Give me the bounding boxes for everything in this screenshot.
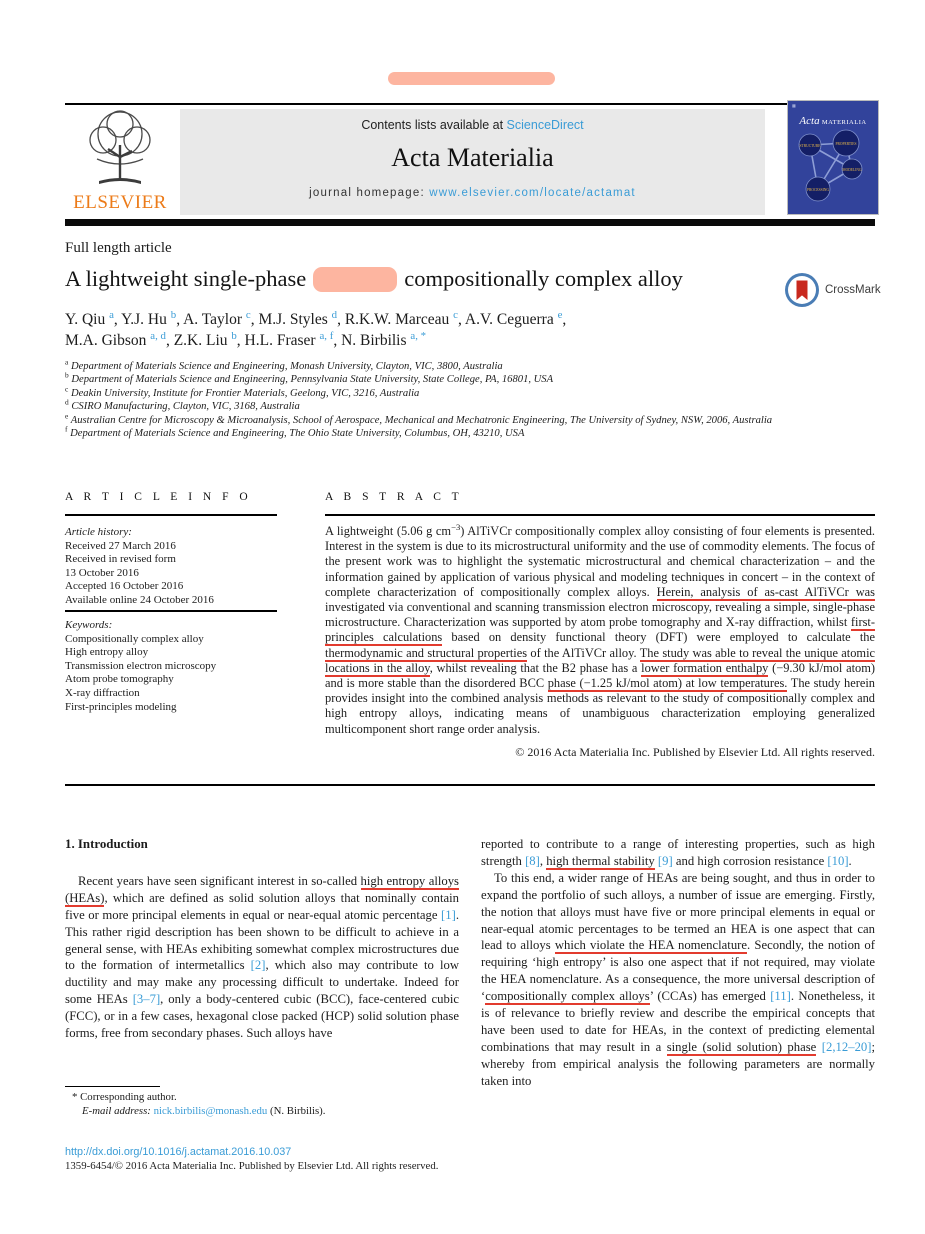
history-line: Received 27 March 2016	[65, 539, 176, 552]
homepage-prefix: journal homepage:	[309, 187, 430, 199]
author-affiliation-superscript[interactable]: a, d	[150, 329, 166, 342]
doi-link-line	[65, 1146, 291, 1158]
history-line: 13 October 2016	[65, 566, 139, 579]
citation-link[interactable]: [10]	[827, 853, 849, 868]
body-column-right	[481, 836, 875, 1090]
crossmark-label: CrossMark	[825, 284, 881, 296]
sciencedirect-link[interactable]: ScienceDirect	[506, 118, 584, 132]
citation-link[interactable]: [3–7]	[132, 992, 161, 1007]
cover-title-script: Acta	[799, 115, 820, 127]
article-title-pre: A lightweight single-phase	[65, 266, 307, 291]
body-column-left	[65, 836, 459, 1042]
article-type-label: Full length article	[65, 240, 172, 256]
cover-code: ▦	[792, 103, 796, 108]
article-info-header: A R T I C L E I N F O	[65, 491, 252, 503]
author-affiliation-superscript[interactable]: a	[109, 308, 114, 321]
journal-homepage-link[interactable]: www.elsevier.com/locate/actamat	[429, 187, 636, 199]
keyword: Atom probe tomography	[65, 673, 174, 686]
red-underlined-phrase: phase (−1.25 kJ/mol atom) at low temperatures.	[547, 676, 788, 691]
cover-node-modeling: MODELING	[842, 168, 862, 172]
citation-link[interactable]: [11]	[770, 989, 791, 1004]
crossmark-badge[interactable]	[784, 272, 881, 308]
red-underlined-phrase: single (solid solution) phase	[666, 1039, 817, 1054]
red-underlined-phrase: lower formation enthalpy	[641, 660, 769, 675]
body-paragraph: To this end, a wider range of HEAs are being sought, and thus in order to expand the portfolio of such alloys, a number of issue are emerging. Firstly, the notion that alloys must have five or more principal elements in equal or near-equal atomic percentages to be termed an HEA is one aspect that can lead to alloys which violate the HEA nomenclature. Secondly, the notion of requiring ‘high entropy’ is also one aspect that if not required, may violate the HEA nomenclature. As a consequence, the more universal description of ‘compositionally complex alloys’ (CCAs) has emerged [11]. Nonetheless, it is of relevance to briefly review and describe the empirical concepts that have been used to date for HEAs, in the context of predicting elemental combinations that may result in a single (solid solution) phase [2,12–20]; whereby from empirical analysis the following parameters are normally taken into	[481, 870, 876, 1088]
cover-node-processing: PROCESSING	[807, 188, 829, 192]
author-affiliation-superscript[interactable]: a, f	[319, 329, 334, 342]
affiliation-e: $^e$ Australian Centre for Microscopy & Microanalysis, School of Aerospace, Mechanical and Mechatronic Engineering, The University of Sydney, NSW, 2006, Australia	[65, 411, 773, 426]
citation-link[interactable]: [8]	[525, 853, 540, 868]
elsevier-tree-icon	[77, 107, 163, 191]
email-line	[72, 1105, 472, 1119]
abstract-copyright: © 2016 Acta Materialia Inc. Published by Elsevier Ltd. All rights reserved.	[515, 745, 875, 759]
body-paragraph: reported to contribute to a range of interesting properties, such as high strength [8], high thermal stability [9] and high corrosion resistance [10].	[481, 837, 875, 868]
elsevier-logo	[62, 107, 178, 217]
red-underlined-phrase: first-principles calculations	[325, 615, 875, 645]
author-line-2: M.A. Gibson $^{a, d}$, Z.K. Liu $^b$, H.L. Fraser $^{a, f}$, N. Birbilis $^{a, *}$	[65, 329, 427, 349]
affiliation-d: $^d$ CSIRO Manufacturing, Clayton, VIC, 3168, Australia	[65, 397, 300, 413]
journal-title: Acta Materialia	[391, 143, 554, 172]
email-label: E-mail address:	[82, 1104, 151, 1117]
email-suffix: (N. Birbilis).	[267, 1104, 326, 1117]
citation-link[interactable]: [9]	[657, 853, 673, 868]
cover-title	[788, 115, 878, 127]
contents-prefix: Contents lists available at	[361, 118, 507, 132]
section-divider-rule	[65, 784, 875, 786]
keywords-block	[65, 619, 315, 714]
cover-network-graphic	[788, 127, 878, 211]
introduction-heading: 1. Introduction	[65, 837, 148, 851]
introduction-paragraph: Recent years have seen significant interest in so-called high entropy alloys (HEAs), which are defined as solid solution alloys that nominally contain five or more principal elements in equal or near-equal atomic percentage [1]. This rather rigid description has been shown to be difficult to achieve in a general sense, with HEAs exhibiting somewhat complex microstructures due to the formation of intermetallics [2], which also may contribute to low ductility and may make any processing difficult to undertake. Indeed for some HEAs [3–7], only a body-centered cubic (BCC), face-centered cubic (FCC), or in a few cases, hexagonal close packed (HCP) solid solution phase forms, free from secondary phases. Such alloys have	[65, 873, 459, 1041]
citation-link[interactable]: [1]	[441, 907, 456, 922]
redacted-alloy-name	[313, 267, 397, 292]
crossmark-icon	[784, 272, 820, 308]
citation-link[interactable]: [2,12–20]	[821, 1039, 872, 1054]
red-underlined-phrase: which violate the HEA nomenclature	[554, 938, 748, 953]
author-affiliation-superscript[interactable]: e	[557, 308, 563, 321]
author-affiliation-superscript[interactable]: c	[453, 308, 458, 321]
journal-cover-thumbnail[interactable]	[787, 100, 879, 215]
red-underlined-phrase: high entropy alloys (HEAs)	[65, 873, 459, 905]
elsevier-wordmark: ELSEVIER	[73, 192, 167, 213]
article-history	[65, 526, 315, 608]
info-divider-rule	[65, 610, 277, 612]
affiliation-c: $^c$ Deakin University, Institute for Frontier Materials, Geelong, VIC, 3216, Australia	[65, 384, 420, 399]
red-underlined-phrase: compositionally complex alloys	[485, 989, 650, 1004]
history-line: Available online 24 October 2016	[65, 593, 214, 606]
author-affiliation-superscript[interactable]: b	[231, 329, 237, 342]
keywords-label: Keywords:	[65, 619, 113, 631]
affiliation-b: $^b$ Department of Materials Science and Engineering, Pennsylvania State University, State College, PA, 16801, USA	[65, 370, 554, 386]
affiliation-f: $^f$ Department of Materials Science and Engineering, The Ohio State University, Columbus, OH, 43210, USA	[65, 424, 525, 440]
author-affiliation-superscript[interactable]: d	[331, 308, 338, 321]
cover-node-properties: PROPERTIES	[835, 142, 857, 146]
history-line: Accepted 16 October 2016	[65, 580, 184, 593]
red-underlined-phrase: thermodynamic and structural properties	[325, 645, 528, 660]
masthead-top-rule	[65, 103, 875, 105]
red-underlined-phrase: The study was able to reveal the unique atomic locations in the alloy	[325, 645, 876, 675]
info-rule	[65, 514, 277, 516]
corresponding-author-footnote	[72, 1091, 472, 1118]
affiliations	[65, 357, 875, 440]
history-label: Article history:	[65, 526, 132, 538]
keyword: First-principles modeling	[65, 700, 177, 713]
author-line-1: Y. Qiu $^a$, Y.J. Hu $^b$, A. Taylor $^c$, M.J. Styles $^d$, R.K.W. Marceau $^c$, A.V. Ceguerra $^e$,	[65, 308, 567, 328]
corresponding-author-marker: * Corresponding author.	[72, 1091, 177, 1103]
doi-link[interactable]: http://dx.doi.org/10.1016/j.actamat.2016.10.037	[65, 1146, 292, 1158]
homepage-line	[180, 187, 765, 199]
contents-line	[180, 118, 765, 132]
keyword: Transmission electron microscopy	[65, 659, 217, 672]
masthead-bottom-bar	[65, 219, 875, 226]
footnote-rule	[65, 1086, 160, 1087]
red-underlined-phrase: Herein, analysis of as-cast AlTiVCr was	[656, 584, 876, 599]
redaction-highlight-bar	[388, 72, 555, 85]
abstract-header: A B S T R A C T	[325, 491, 463, 503]
journal-masthead	[180, 109, 765, 215]
red-underlined-phrase: high thermal stability	[546, 853, 655, 868]
cover-title-caps: MATERIALIA	[821, 119, 867, 126]
keyword: X-ray diffraction	[65, 686, 140, 699]
author-affiliation-superscript[interactable]: a, *	[410, 329, 427, 342]
history-line: Received in revised form	[65, 553, 176, 566]
citation-link[interactable]: [2]	[250, 958, 266, 973]
article-title-post: compositionally complex alloy	[404, 266, 683, 291]
email-link[interactable]: nick.birbilis@monash.edu	[153, 1104, 268, 1117]
keyword: High entropy alloy	[65, 646, 149, 659]
cover-node-structure: STRUCTURE	[799, 144, 821, 148]
abstract-text: A lightweight (5.06 g $cm^{-3}$) AlTiVCr compositionally complex alloy consisting of four elements is presented. Interest in the system is due to its microstructural uniformity and the use of commodity elements. The focus of the present work was to highlight the systematic microstructural and chemical characterization – and the information gained by application of various physical and modeling techniques in concert – in the context of complete characterization of compositionally complex alloys. Herein, analysis of as-cast AlTiVCr was investigated via conventional and scanning transmission electron microscopy, revealing a simple, single-phase microstructure. Characterization was supported by atom probe tomography and X-ray diffraction, whilst first-principles calculations based on density functional theory (DFT) were employed to calculate the thermodynamic and structural properties of the AlTiVCr alloy. The study was able to reveal the unique atomic locations in the alloy, whilst revealing that the B2 phase has a lower formation enthalpy (−9.30 kJ/mol atom) and is more stable than the disordered BCC phase (−1.25 kJ/mol atom) at low temperatures. The study herein provides insight into the combined analysis methods as relevant to the study of compositionally complex and high entropy alloys, indicating means of unambiguous characterization employing generalized multicomponent short range order analysis.	[325, 521, 876, 736]
author-affiliation-superscript[interactable]: c	[245, 308, 251, 321]
keyword: Compositionally complex alloy	[65, 632, 204, 645]
abstract-rule	[325, 514, 875, 516]
article-title	[65, 266, 765, 292]
author-affiliation-superscript[interactable]: b	[170, 308, 177, 321]
issn-copyright-line: 1359-6454/© 2016 Acta Materialia Inc. Published by Elsevier Ltd. All rights reserved.	[65, 1160, 439, 1172]
affiliation-a: $^a$ Department of Materials Science and Engineering, Monash University, Clayton, VIC, 3800, Australia	[65, 357, 503, 372]
